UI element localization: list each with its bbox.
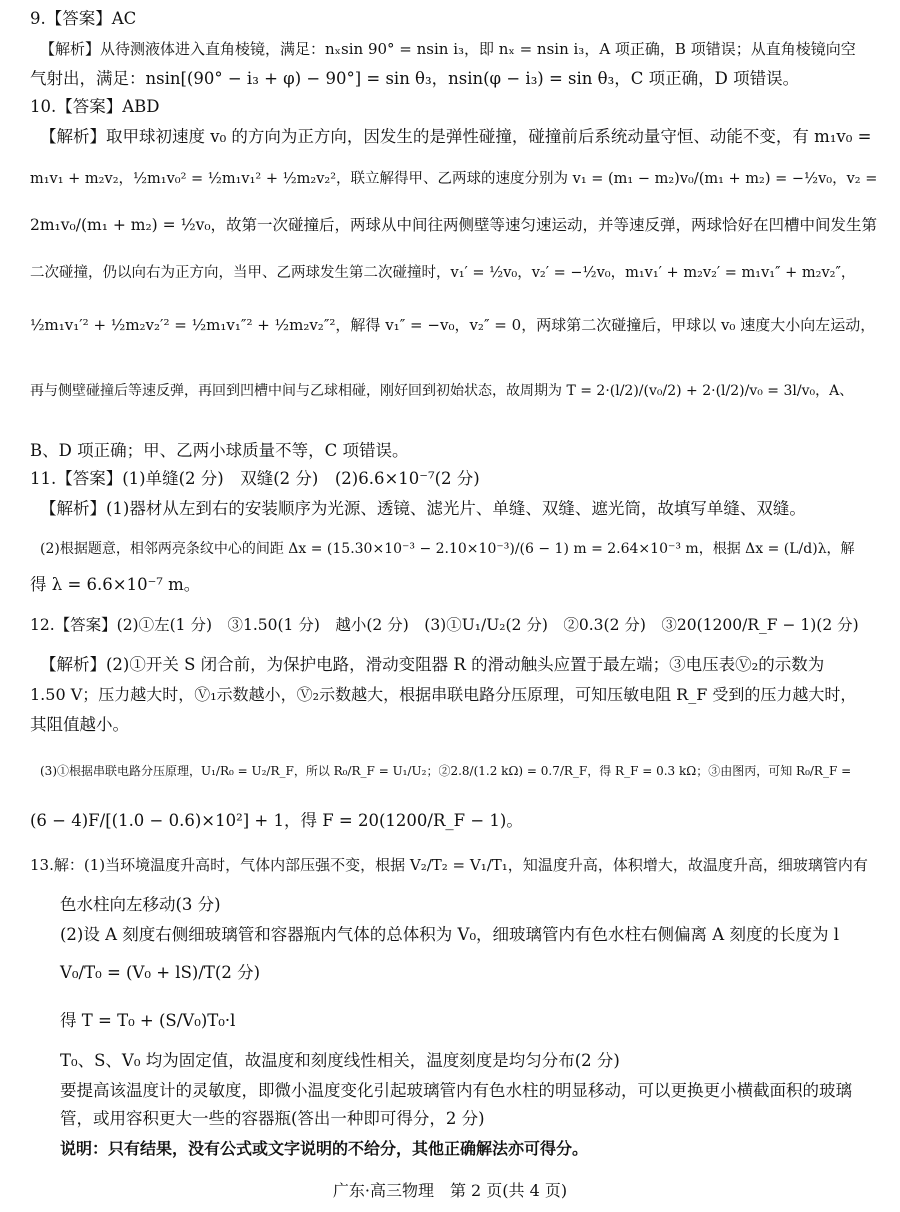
q9-answer: 9.【答案】AC <box>30 9 137 28</box>
q12-explanation-line1: 【解析】(2)①开关 S 闭合前，为保护电路，滑动变阻器 R 的滑动触头应置于最左端；③电压表Ⓥ₂的示数为 <box>40 655 825 674</box>
q10-explanation-line5: ½m₁v₁′² + ½m₂v₂′² = ½m₁v₁″² + ½m₂v₂″²，解得 v₁″ = −v₀，v₂″ = 0，两球第二次碰撞后，甲球以 v₀ 速度大小向左运动， <box>30 316 876 334</box>
q11-explanation-line2: (2)根据题意，相邻两亮条纹中心的间距 Δx = (15.30×10⁻³ − 2.10×10⁻³)/(6 − 1) m = 2.64×10⁻³ m，根据 Δx = (L/d)λ，解 <box>40 541 855 557</box>
q10-explanation-line2: m₁v₁ + m₂v₂，½m₁v₀² = ½m₁v₁² + ½m₂v₂²，联立解得甲、乙两球的速度分别为 v₁ = (m₁ − m₂)v₀/(m₁ + m₂) = −½v₀，v₂ = <box>30 171 878 187</box>
q12-explanation-line3: 其阻值越小。 <box>30 715 129 734</box>
q13-solution-line5: 得 T = T₀ + (S/V₀)T₀·l <box>60 1011 236 1030</box>
q13-solution-line2: 色水柱向左移动(3 分) <box>60 895 221 914</box>
q11-explanation-line1: 【解析】(1)器材从左到右的安装顺序为光源、透镜、滤光片、单缝、双缝、遮光筒，故填写单缝、双缝。 <box>40 499 806 518</box>
q13-solution-line8: 管，或用容积更大一些的容器瓶(答出一种即可得分，2 分) <box>60 1109 485 1128</box>
q10-answer: 10.【答案】ABD <box>30 97 160 116</box>
q13-solution-line6: T₀、S、V₀ 均为固定值，故温度和刻度线性相关，温度刻度是均匀分布(2 分) <box>60 1051 620 1070</box>
q10-explanation-line1: 【解析】取甲球初速度 v₀ 的方向为正方向，因发生的是弹性碰撞，碰撞前后系统动量守恒、动能不变，有 m₁v₀ = <box>40 127 872 146</box>
q10-explanation-line3: 2m₁v₀/(m₁ + m₂) = ½v₀，故第一次碰撞后，两球从中间往两侧壁等速匀速运动，并等速反弹，两球恰好在凹槽中间发生第 <box>30 216 878 234</box>
q11-answer: 11.【答案】(1)单缝(2 分) 双缝(2 分) (2)6.6×10⁻⁷(2 分) <box>30 469 480 488</box>
page-footer: 广东·高三物理 第 2 页(共 4 页) <box>332 1181 568 1200</box>
q10-explanation-line4: 二次碰撞，仍以向右为正方向，当甲、乙两球发生第二次碰撞时，v₁′ = ½v₀，v₂′ = −½v₀，m₁v₁′ + m₂v₂′ = m₁v₁″ + m₂v₂″， <box>30 265 856 281</box>
q12-explanation-line4: (3)①根据串联电路分压原理，U₁/R₀ = U₂/R_F，所以 R₀/R_F = U₁/U₂；②2.8/(1.2 kΩ) = 0.7/R_F，得 R_F = 0.3 kΩ；③由图丙，可知 R₀/R_F = <box>40 764 852 778</box>
q12-explanation-line5: (6 − 4)F/[(1.0 − 0.6)×10²] + 1，得 F = 20(1200/R_F − 1)。 <box>30 811 523 830</box>
q13-solution-line3: (2)设 A 刻度右侧细玻璃管和容器瓶内气体的总体积为 V₀，细玻璃管内有色水柱右侧偏离 A 刻度的长度为 l <box>60 925 839 944</box>
q13-solution-line1: 13.解：(1)当环境温度升高时，气体内部压强不变，根据 V₂/T₂ = V₁/T₁，知温度升高，体积增大，故温度升高，细玻璃管内有 <box>30 856 868 874</box>
q10-explanation-line7: B、D 项正确；甲、乙两小球质量不等，C 项错误。 <box>30 441 409 460</box>
q10-explanation-line6: 再与侧壁碰撞后等速反弹，再回到凹槽中间与乙球相碰，刚好回到初始状态，故周期为 T = 2·(l/2)/(v₀/2) + 2·(l/2)/v₀ = 3l/v₀，A、 <box>30 383 854 399</box>
grading-note: 说明：只有结果，没有公式或文字说明的不给分，其他正确解法亦可得分。 <box>60 1139 589 1158</box>
q13-solution-line4: V₀/T₀ = (V₀ + lS)/T(2 分) <box>60 963 261 982</box>
q12-explanation-line2: 1.50 V；压力越大时，Ⓥ₁示数越小，Ⓥ₂示数越大，根据串联电路分压原理，可知压敏电阻 R_F 受到的压力越大时， <box>30 685 857 704</box>
q13-solution-line7: 要提高该温度计的灵敏度，即微小温度变化引起玻璃管内有色水柱的明显移动，可以更换更小横截面积的玻璃 <box>60 1081 852 1100</box>
q9-explanation-line2: 气射出，满足：nsin[(90° − i₃ + φ) − 90°] = sin θ₃，nsin(φ − i₃) = sin θ₃，C 项正确，D 项错误。 <box>30 69 800 88</box>
q12-answer: 12.【答案】(2)①左(1 分) ③1.50(1 分) 越小(2 分) (3)①U₁/U₂(2 分) ②0.3(2 分) ③20(1200/R_F − 1)(2 分) <box>30 616 859 634</box>
q11-explanation-line3: 得 λ = 6.6×10⁻⁷ m。 <box>30 575 201 594</box>
q9-explanation-line1: 【解析】从待测液体进入直角棱镜，满足：nₓsin 90° = nsin i₃，即 nₓ = nsin i₃，A 项正确，B 项错误；从直角棱镜向空 <box>40 40 856 58</box>
